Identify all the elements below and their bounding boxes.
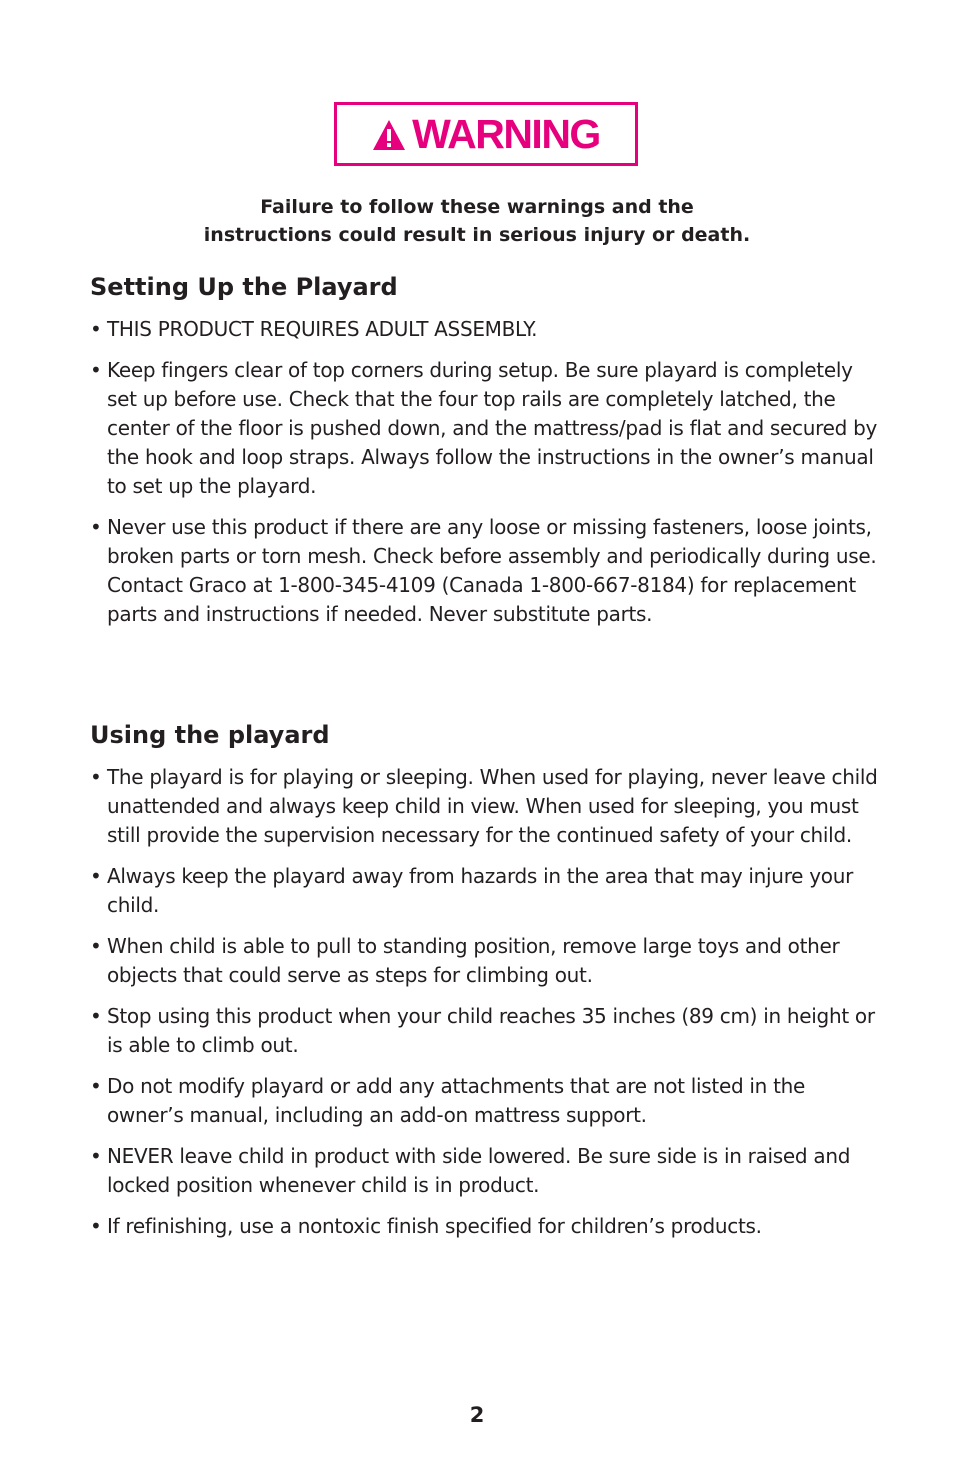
list-item: • Always keep the playard away from hazards in the area that may injure your child. (90, 864, 854, 917)
bullet-icon: • (90, 358, 102, 382)
warning-label: WARNING (412, 110, 600, 157)
setup-list (90, 315, 880, 641)
list-item: • The playard is for playing or sleeping. When used for playing, never leave child unattended and always keep child in view. When used for sleeping, you must still provide the supervision necessary for the continued safety of your child. (90, 765, 878, 847)
list-item: • When child is able to pull to standing position, remove large toys and other objects that could serve as steps for climbing out. (90, 934, 840, 987)
bullet-icon: • (90, 1214, 102, 1238)
intro-line-2: instructions could result in serious injury or death. (203, 224, 751, 246)
warning-intro (0, 193, 954, 249)
bullet-icon: • (90, 934, 102, 958)
warning-banner (334, 102, 638, 166)
list-item: • NEVER leave child in product with side lowered. Be sure side is in raised and locked position whenever child is in product. (90, 1144, 851, 1197)
list-item: • THIS PRODUCT REQUIRES ADULT ASSEMBLY. (90, 315, 880, 344)
list-item: • If refinishing, use a nontoxic finish specified for children’s products. (90, 1212, 880, 1241)
bullet-icon: • (90, 317, 102, 341)
bullet-icon: • (90, 1074, 102, 1098)
bullet-icon: • (90, 864, 102, 888)
using-list (90, 763, 880, 1253)
using-heading: Using the playard (90, 721, 330, 749)
list-item: • Keep fingers clear of top corners during setup. Be sure playard is completely set up before use. Check that the four top rails are completely latched, the center of the floor is pushed down, and the mattress/pad is flat and secured by the hook and loop straps. Always follow the instructions in the owner’s manual to set up the playard. (90, 358, 878, 498)
bullet-icon: • (90, 765, 102, 789)
setup-heading: Setting Up the Playard (90, 273, 398, 301)
intro-line-1: Failure to follow these warnings and the (260, 196, 694, 218)
bullet-icon: • (90, 515, 102, 539)
page-number: 2 (469, 1403, 485, 1427)
warning-triangle-icon (372, 119, 406, 151)
list-item: • Never use this product if there are any loose or missing fasteners, loose joints, broken parts or torn mesh. Check before assembly and periodically during use. Contact Graco at 1-800-345-4109 (Canada 1-800-667-8184) for replacement parts and instructions if needed. Never substitute parts. (90, 515, 877, 626)
list-item: • Do not modify playard or add any attachments that are not listed in the owner’s manual, including an add-on mattress support. (90, 1074, 806, 1127)
list-item: • Stop using this product when your child reaches 35 inches (89 cm) in height or is able to climb out. (90, 1004, 875, 1057)
bullet-icon: • (90, 1144, 102, 1168)
bullet-icon: • (90, 1004, 102, 1028)
